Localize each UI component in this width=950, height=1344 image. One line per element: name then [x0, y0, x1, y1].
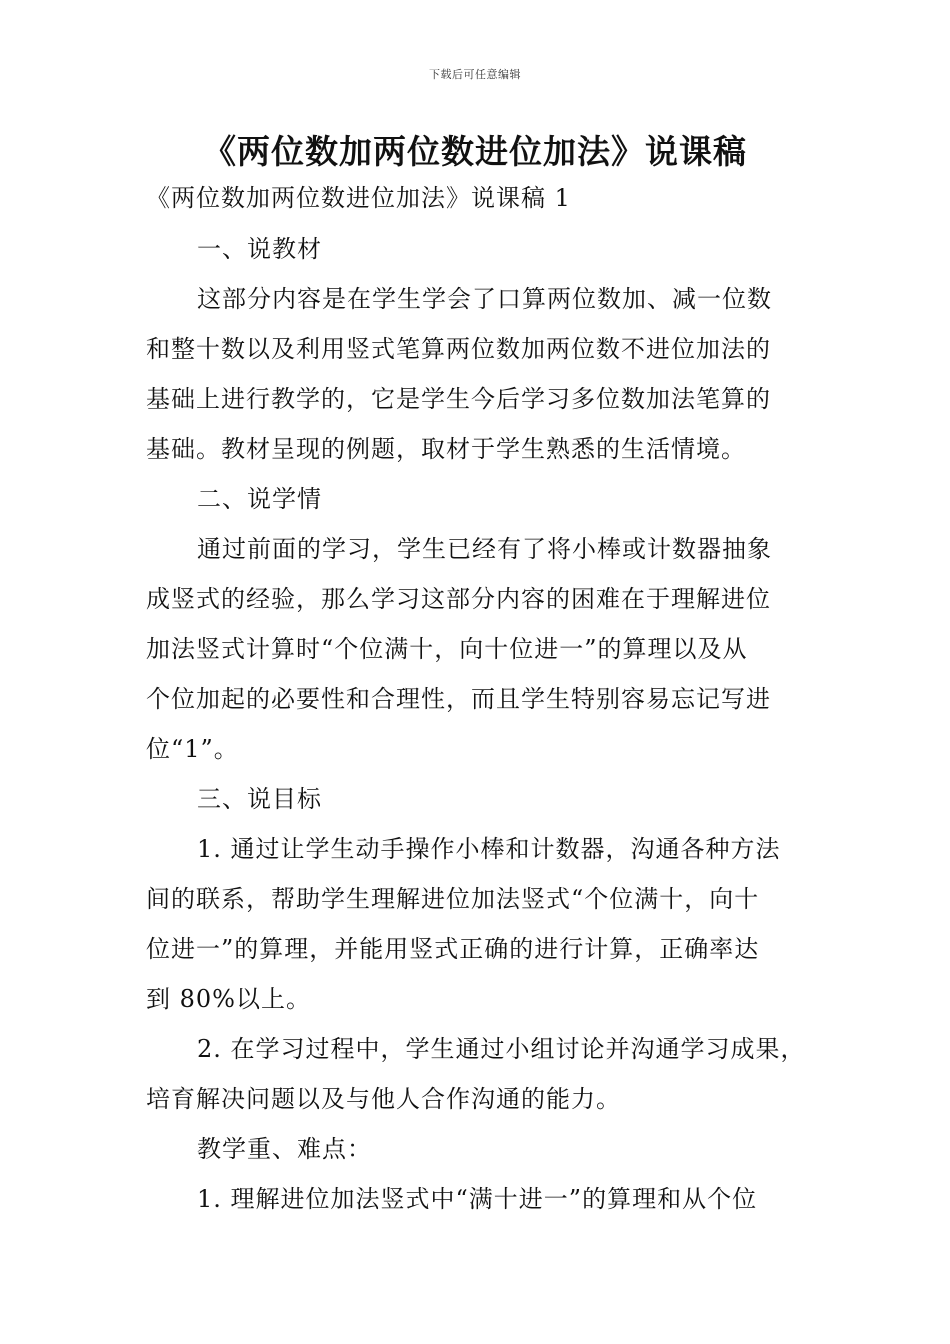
document-title: 《两位数加两位数进位加法》说课稿 [203, 132, 747, 171]
paragraph-line: 和整十数以及利用竖式笔算两位数加两位数不进位加法的 [146, 335, 771, 363]
paragraph-line: 2. 在学习过程中，学生通过小组讨论并沟通学习成果， [197, 1035, 806, 1063]
paragraph-line: 间的联系，帮助学生理解进位加法竖式“个位满十，向十 [146, 885, 760, 913]
paragraph-line: 基础。教材呈现的例题，取材于学生熟悉的生活情境。 [146, 435, 746, 463]
paragraph-line: 这部分内容是在学生学会了口算两位数加、减一位数 [197, 285, 772, 313]
paragraph-line: 1. 理解进位加法竖式中“满十进一”的算理和从个位 [197, 1185, 758, 1213]
paragraph-line: 1. 通过让学生动手操作小棒和计数器，沟通各种方法 [197, 835, 781, 863]
paragraph-line: 通过前面的学习，学生已经有了将小棒或计数器抽象 [197, 535, 772, 563]
paragraph-line: 培育解决问题以及与他人合作沟通的能力。 [146, 1085, 621, 1113]
header-note: 下载后可任意编辑 [429, 68, 521, 81]
paragraph-line: 加法竖式计算时“个位满十，向十位进一”的算理以及从 [146, 635, 748, 663]
section-heading-teaching-material: 一、说教材 [197, 235, 322, 263]
paragraph-line: 基础上进行教学的，它是学生今后学习多位数加法笔算的 [146, 385, 771, 413]
paragraph-line: 到 80%以上。 [146, 985, 311, 1013]
section-heading-objectives: 三、说目标 [197, 785, 322, 813]
paragraph-line: 个位加起的必要性和合理性，而且学生特别容易忘记写进 [146, 685, 771, 713]
subtitle-line: 《两位数加两位数进位加法》说课稿 1 [146, 184, 571, 212]
section-heading-key-points: 教学重、难点： [197, 1135, 372, 1163]
paragraph-line: 位“1”。 [146, 735, 239, 763]
paragraph-line: 位进一”的算理，并能用竖式正确的进行计算，正确率达 [146, 935, 760, 963]
section-heading-learning-situation: 二、说学情 [197, 485, 322, 513]
paragraph-line: 成竖式的经验，那么学习这部分内容的困难在于理解进位 [146, 585, 771, 613]
